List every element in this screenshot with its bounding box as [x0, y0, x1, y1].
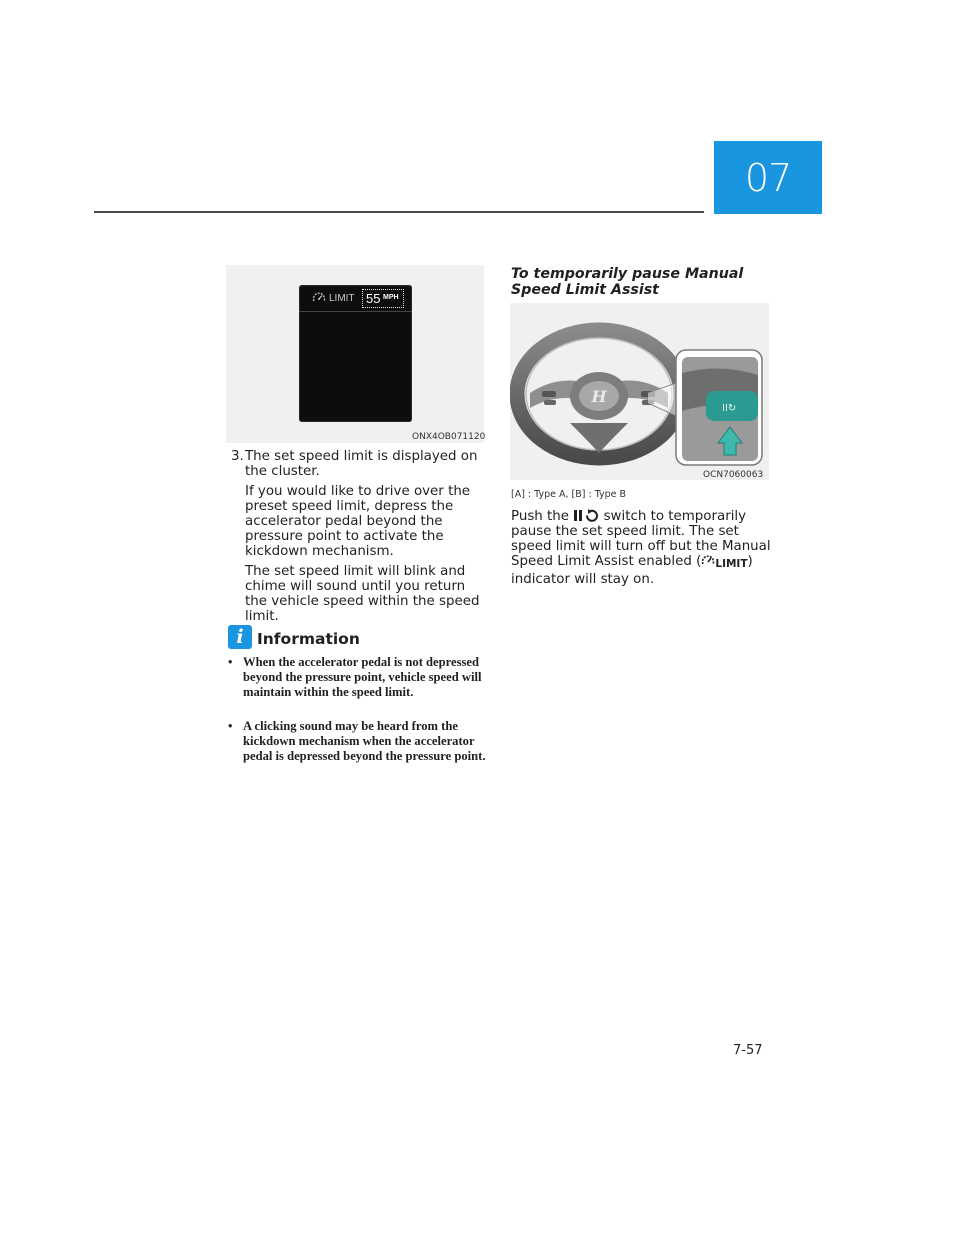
- chapter-tab: 07: [714, 141, 822, 214]
- speed-limit-gauge-icon: [312, 291, 326, 305]
- section-title: To temporarily pause Manual Speed Limit Assist: [511, 266, 744, 298]
- bullet-text: When the accelerator pedal is not depressed beyond the pressure point, vehicle speed will maintain within the speed limit.: [243, 655, 482, 699]
- page-number: 7-57: [733, 1043, 763, 1058]
- header-rule: [94, 211, 704, 213]
- push-text: Push the: [511, 509, 570, 524]
- set-speed-box: [362, 289, 404, 308]
- indicator-label: LIMIT: [715, 558, 748, 570]
- information-bullet-2: [228, 719, 488, 764]
- cluster-display: [299, 285, 412, 422]
- pause-resume-switch-icon: [573, 509, 599, 522]
- information-icon: i: [228, 625, 252, 649]
- svg-text:II↻: II↻: [722, 403, 737, 414]
- steering-wheel-illustration: [510, 303, 769, 480]
- bullet-dot: •: [228, 719, 233, 733]
- bullet-dot: •: [228, 655, 233, 669]
- information-bullet-1: [228, 655, 488, 700]
- svg-text:H: H: [591, 387, 607, 406]
- limit-row: [299, 285, 412, 312]
- step-paragraph-1: If you would like to drive over the preset speed limit, depress the accelerator pedal beyond the pressure point to activate the kickdown mechanism.: [245, 484, 471, 559]
- limit-label: LIMIT: [329, 293, 355, 304]
- step-text: The set speed limit is displayed on the cluster.: [245, 449, 478, 479]
- step-number: 3.: [231, 449, 244, 464]
- end-text: ) indicator will stay on.: [511, 554, 753, 587]
- pause-instructions: [511, 509, 773, 587]
- information-heading: Information: [257, 630, 360, 648]
- steering-wheel-figure: [510, 303, 769, 480]
- figure-code: OCN7060063: [703, 470, 764, 480]
- step-3: [231, 449, 489, 479]
- switch-text: switch to temporarily pause the set speed limit. The set speed limit will turn off but the Manual Speed Limit Assist enabled (: [511, 509, 771, 569]
- cluster-figure: [226, 265, 484, 443]
- figure-code: ONX4OB071120: [412, 432, 486, 442]
- figure-caption: [A] : Type A, [B] : Type B: [511, 489, 627, 500]
- bullet-text: A clicking sound may be heard from the kickdown mechanism when the accelerator pedal is depressed beyond the pressure point.: [243, 719, 486, 763]
- set-speed-unit: MPH: [383, 294, 399, 301]
- step-paragraph-2: The set speed limit will blink and chime will sound until you return the vehicle speed within the speed limit.: [245, 564, 480, 624]
- speed-limit-indicator-icon: [701, 554, 715, 567]
- set-speed-value: 55: [366, 291, 381, 306]
